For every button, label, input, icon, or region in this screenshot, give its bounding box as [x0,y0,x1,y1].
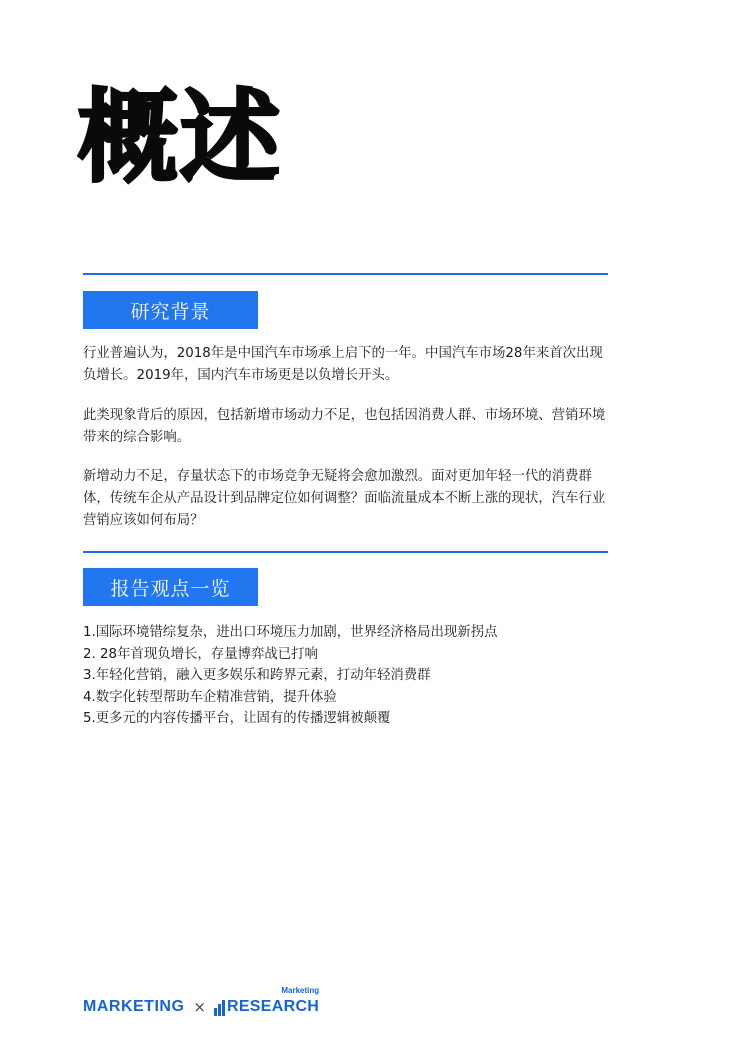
section-divider [83,273,608,275]
marketing-logo: MARKETING [83,998,185,1015]
page-title: 概述 [78,79,282,196]
list-item: 3.年轻化营销，融入更多娱乐和跨界元素，打动年轻消费群 [83,668,431,683]
logo-separator: × [193,998,206,1016]
paragraph: 此类现象背后的原因，包括新增市场动力不足，也包括因消费人群、市场环境、营销环境带来的综合影响。 [83,408,606,445]
research-logo [214,986,320,1016]
highlight-list [83,622,623,730]
list-item: 4.数字化转型帮助车企精准营销，提升体验 [83,689,337,705]
paragraph: 新增动力不足，存量状态下的市场竞争无疑将会愈加激烈。面对更加年轻一代的消费群体，传统车企从产品设计到品牌定位如何调整？面临流量成本不断上涨的现状，汽车行业营销应该如何布局？ [83,469,606,528]
list-item: 5.更多元的内容传播平台，让固有的传播逻辑被颠覆 [83,711,391,726]
research-logo-text: RESEARCH [226,998,320,1015]
section-label-report-highlights: 报告观点一览 [83,568,258,606]
section-label-research-background: 研究背景 [83,291,258,329]
paragraph: 行业普遍认为，2018年是中国汽车市场承上启下的一年。中国汽车市场28年来首次出现负增长。2019年，国内汽车市场更是以负增长开头。 [83,346,603,383]
footer-logos [83,986,320,1016]
list-item: 2. 28年首现负增长，存量博弈战已打响 [83,646,318,662]
bars-icon [214,1000,226,1016]
section-divider [83,551,608,553]
list-item: 1.国际环境错综复杂，进出口环境压力加剧，世界经济格局出现新拐点 [83,625,498,640]
research-logo-sup: Marketing [281,986,320,995]
